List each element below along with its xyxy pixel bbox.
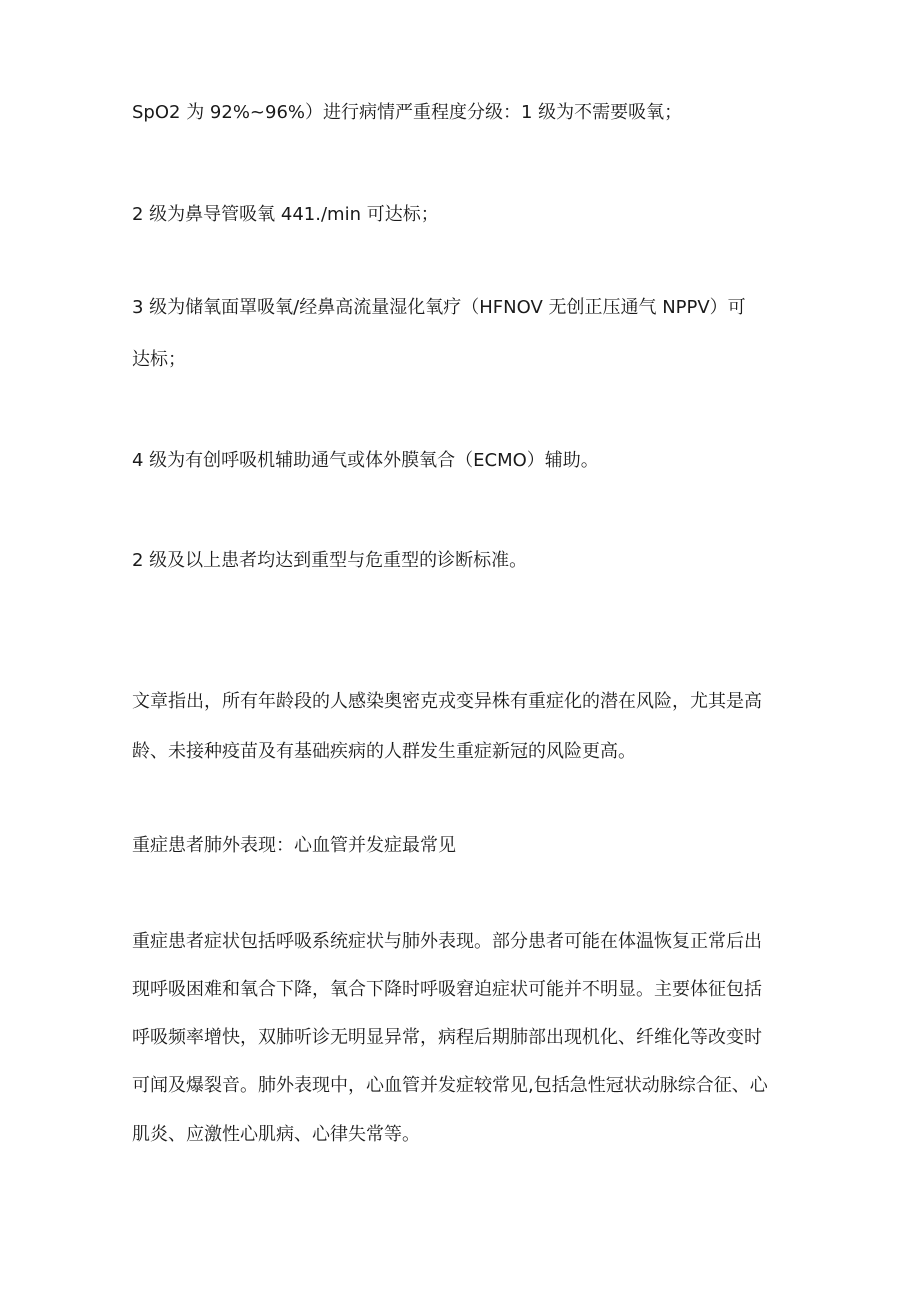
paragraph-symptoms-line-2: 现呼吸困难和氧合下降，氧合下降时呼吸窘迫症状可能并不明显。主要体征包括 (132, 979, 762, 1000)
paragraph-article-risk-line-1: 文章指出，所有年龄段的人感染奥密克戎变异株有重症化的潜在风险，尤其是高 (132, 691, 762, 712)
paragraph-grade-2-line-1: 2 级为鼻导管吸氧 441./min 可达标； (132, 204, 439, 225)
paragraph-symptoms-line-1: 重症患者症状包括呼吸系统症状与肺外表现。部分患者可能在体温恢复正常后出 (132, 931, 762, 952)
paragraph-symptoms-line-4: 可闻及爆裂音。肺外表现中，心血管并发症较常见,包括急性冠状动脉综合征、心 (132, 1075, 768, 1096)
paragraph-severity-grading-line-1: SpO2 为 92%~96%）进行病情严重程度分级：1 级为不需要吸氧； (132, 102, 683, 123)
paragraph-symptoms-line-5: 肌炎、应激性心肌病、心律失常等。 (132, 1124, 420, 1145)
paragraph-diagnosis-standard-line-1: 2 级及以上患者均达到重型与危重型的诊断标准。 (132, 550, 528, 571)
paragraph-grade-3-line-1: 3 级为储氧面罩吸氧/经鼻高流量湿化氧疗（HFNOV 无创正压通气 NPPV）可 (132, 297, 746, 318)
paragraph-grade-3-line-2: 达标； (132, 349, 186, 370)
paragraph-symptoms-line-3: 呼吸频率增快，双肺听诊无明显异常，病程后期肺部出现机化、纤维化等改变时 (132, 1027, 762, 1048)
section-heading-extrapulmonary: 重症患者肺外表现：心血管并发症最常见 (132, 835, 456, 856)
paragraph-grade-4-line-1: 4 级为有创呼吸机辅助通气或体外膜氧合（ECMO）辅助。 (132, 450, 599, 471)
paragraph-article-risk-line-2: 龄、未接种疫苗及有基础疾病的人群发生重症新冠的风险更高。 (132, 741, 636, 762)
